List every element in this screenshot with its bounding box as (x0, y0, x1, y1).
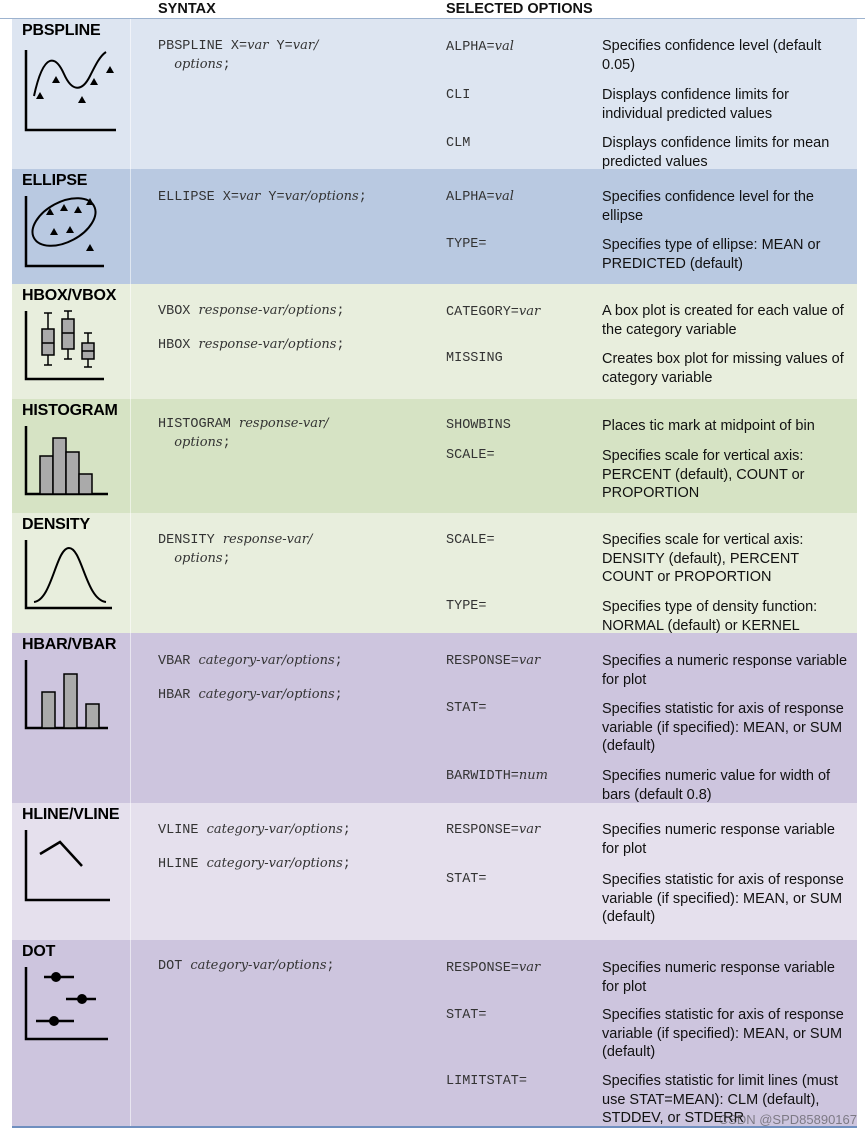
option-name: STAT= (446, 1008, 487, 1023)
option-name: RESPONSE=var (446, 653, 541, 669)
line-chart-icon (22, 828, 122, 908)
section-title: HISTOGRAM (22, 402, 118, 419)
watermark: CSDN @SPD85890167 (718, 1112, 857, 1127)
option-name: LIMITSTAT= (446, 1074, 528, 1089)
option-name: STAT= (446, 701, 487, 716)
syntax-dot: DOT category-var/options; (158, 958, 335, 974)
box-plot-icon (22, 309, 122, 389)
option-description: Displays confidence limits for individual predicted values (602, 87, 789, 122)
syntax-column-header: SYNTAX (158, 1, 216, 17)
option-description: Specifies statistic for limit lines (must use STAT=MEAN): CLM (default), STDDEV, or STDERR (602, 1073, 839, 1126)
syntax-vbox: VBOX response-var/options; (158, 303, 345, 319)
option-description: Creates box plot for missing values of category variable (602, 351, 844, 386)
syntax-density: DENSITY response-var/ options; (158, 532, 313, 567)
option-description: Specifies confidence level for the ellipse (602, 189, 814, 224)
table-header (0, 0, 865, 19)
syntax-vline: VLINE category-var/options; (158, 822, 351, 838)
option-name: TYPE= (446, 237, 487, 252)
syntax-vbar: VBAR category-var/options; (158, 653, 343, 669)
option-name: SHOWBINS (446, 418, 511, 433)
option-name: MISSING (446, 351, 503, 366)
option-description: Specifies type of density function: NORMAL (default) or KERNEL (602, 599, 818, 633)
section-dot (12, 940, 857, 1126)
option-name: CLM (446, 136, 471, 151)
option-description: Specifies scale for vertical axis: PERCENT (default), COUNT or PROPORTION (602, 448, 805, 501)
bar-chart-icon (22, 658, 122, 738)
dot-plot-icon (22, 965, 122, 1045)
section-title: HBOX/VBOX (22, 287, 117, 304)
option-description: Specifies statistic for axis of response variable (if specified): MEAN, or SUM (default) (602, 1007, 844, 1060)
section-title: HBAR/VBAR (22, 636, 117, 653)
option-name: BARWIDTH=num (446, 768, 548, 784)
section-density (12, 513, 857, 633)
option-name: ALPHA=val (446, 39, 514, 55)
option-description: Specifies numeric response variable for plot (602, 822, 835, 857)
syntax-histogram: HISTOGRAM response-var/ options; (158, 416, 329, 451)
option-name: RESPONSE=var (446, 822, 541, 838)
option-description: Specifies a numeric response variable for plot (602, 653, 848, 688)
ellipse-plot-icon (22, 194, 122, 274)
option-description: Specifies statistic for axis of response variable (if specified): MEAN, or SUM (default) (602, 701, 844, 754)
option-description: Specifies confidence level (default 0.05) (602, 38, 822, 73)
syntax-ellipse: ELLIPSE X=var Y=var/options; (158, 189, 367, 205)
section-title: ELLIPSE (22, 172, 88, 189)
option-name: SCALE= (446, 448, 495, 463)
option-name: CLI (446, 88, 471, 103)
section-hbar-vbar (12, 633, 857, 803)
option-name: STAT= (446, 872, 487, 887)
section-ellipse (12, 169, 857, 284)
section-title: PBSPLINE (22, 22, 101, 39)
option-description: Places tic mark at midpoint of bin (602, 418, 815, 434)
option-description: A box plot is created for each value of the category variable (602, 303, 844, 338)
section-hbox-vbox (12, 284, 857, 399)
syntax-hbar: HBAR category-var/options; (158, 687, 343, 703)
option-name: SCALE= (446, 533, 495, 548)
option-description: Displays confidence limits for mean predicted values (602, 135, 830, 169)
option-description: Specifies scale for vertical axis: DENSITY (default), PERCENT COUNT or PROPORTION (602, 532, 804, 585)
syntax-hline: HLINE category-var/options; (158, 856, 351, 872)
option-name: TYPE= (446, 599, 487, 614)
option-description: Specifies statistic for axis of response variable (if specified): MEAN, or SUM (default) (602, 872, 844, 925)
histogram-icon (22, 424, 122, 504)
density-curve-icon (22, 538, 122, 618)
section-pbspline (12, 19, 857, 169)
option-description: Specifies type of ellipse: MEAN or PREDICTED (default) (602, 237, 821, 272)
syntax-pbspline: PBSPLINE X=var Y=var/ options; (158, 38, 319, 73)
option-name: RESPONSE=var (446, 960, 541, 976)
section-title: HLINE/VLINE (22, 806, 120, 823)
option-description: Specifies numeric response variable for plot (602, 960, 835, 995)
options-column-header: SELECTED OPTIONS (446, 1, 593, 17)
option-name: ALPHA=val (446, 189, 514, 205)
section-title: DOT (22, 943, 56, 960)
syntax-hbox: HBOX response-var/options; (158, 337, 345, 353)
section-title: DENSITY (22, 516, 90, 533)
option-description: Specifies numeric value for width of bars (default 0.8) (602, 768, 831, 803)
section-histogram (12, 399, 857, 513)
section-hline-vline (12, 803, 857, 940)
spline-plot-icon (22, 44, 122, 134)
option-name: CATEGORY=var (446, 304, 541, 320)
